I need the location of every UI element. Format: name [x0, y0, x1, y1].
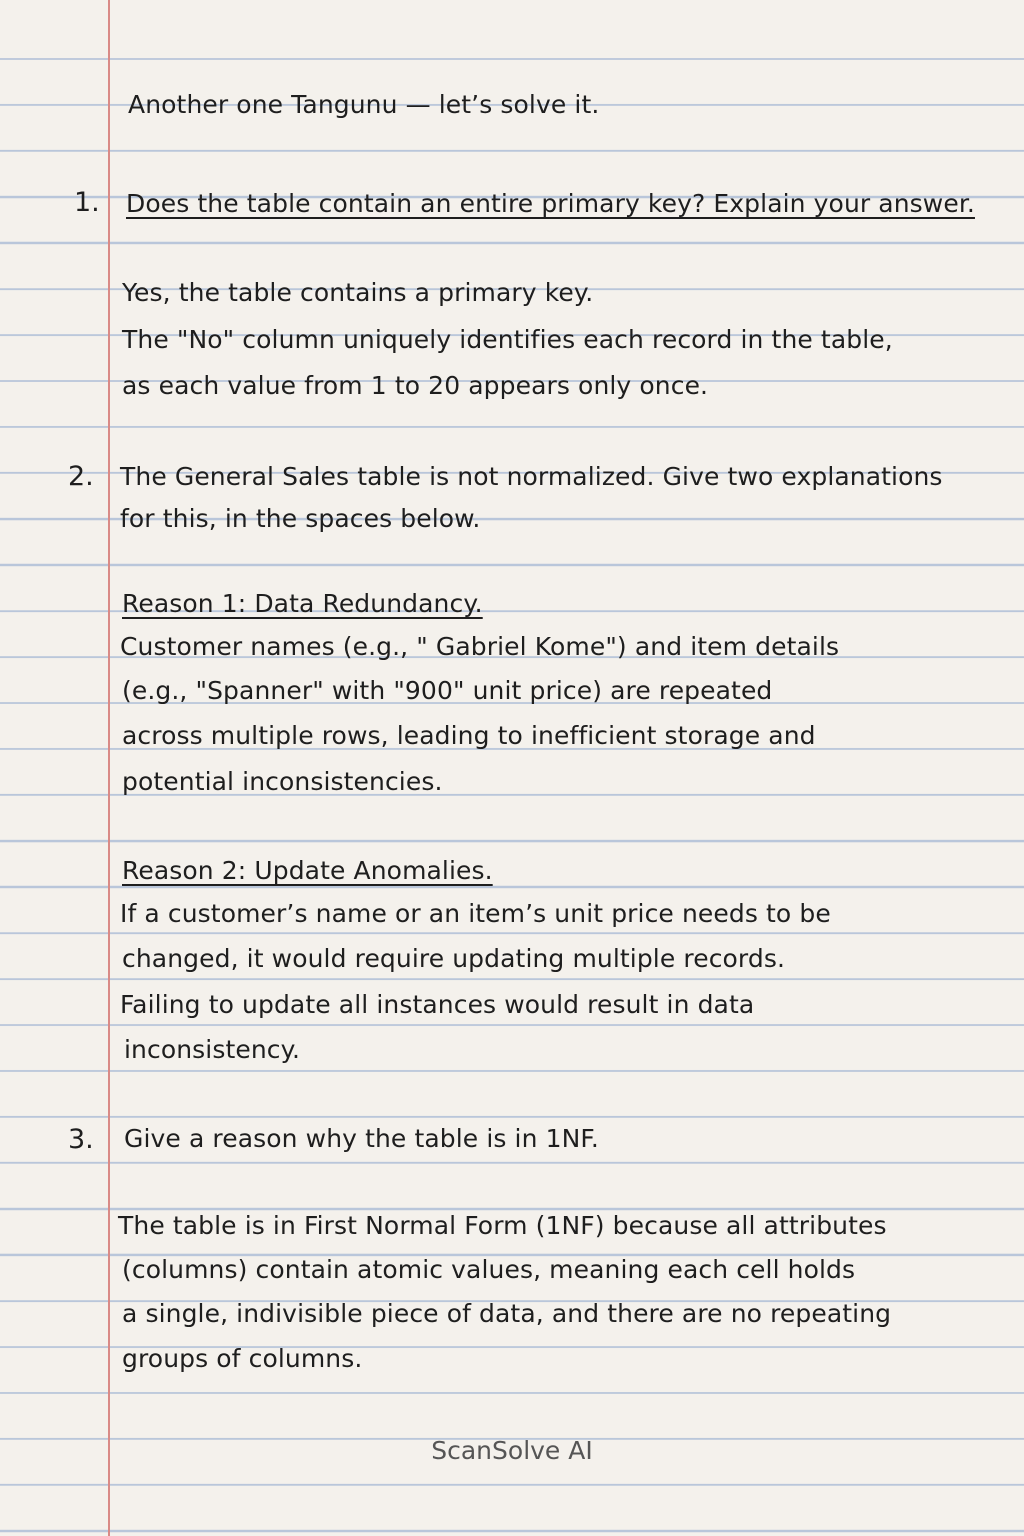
reason-1-line-4: potential inconsistencies. — [122, 767, 443, 796]
reason-2-line-1: If a customer’s name or an item’s unit price needs to be — [120, 899, 831, 928]
question-2-number: 2. — [68, 461, 94, 492]
answer-3-line-1: The table is in First Normal Form (1NF) because all attributes — [118, 1211, 887, 1240]
reason-1-heading: Reason 1: Data Redundancy. — [122, 589, 483, 618]
answer-1-line-2: The "No" column uniquely identifies each record in the table, — [122, 325, 893, 354]
answer-1-line-3: as each value from 1 to 20 appears only once. — [122, 371, 709, 400]
answer-1-line-1: Yes, the table contains a primary key. — [122, 278, 594, 307]
reason-1-line-3: across multiple rows, leading to inefficient storage and — [122, 721, 816, 750]
answer-3-line-2: (columns) contain atomic values, meaning each cell holds — [122, 1255, 856, 1284]
question-3-text: Give a reason why the table is in 1NF. — [124, 1124, 599, 1153]
reason-2-line-2: changed, it would require updating multiple records. — [122, 944, 786, 973]
question-1-text: Does the table contain an entire primary key? Explain your answer. — [126, 189, 975, 218]
reason-2-line-3: Failing to update all instances would result in data — [120, 990, 755, 1019]
reason-1-line-2: (e.g., "Spanner" with "900" unit price) are repeated — [122, 676, 773, 705]
intro-line: Another one Tangunu — let’s solve it. — [128, 90, 600, 119]
reason-2-line-4: inconsistency. — [124, 1035, 301, 1064]
question-1-number: 1. — [74, 187, 100, 218]
question-3-number: 3. — [68, 1124, 94, 1155]
question-2-text-line-1: The General Sales table is not normalized. Give two explanations — [120, 462, 943, 491]
scansolve-footer: ScanSolve AI — [431, 1436, 593, 1465]
answer-3-line-4: groups of columns. — [122, 1344, 363, 1373]
reason-1-line-1: Customer names (e.g., " Gabriel Kome") and item details — [120, 632, 840, 661]
reason-2-heading: Reason 2: Update Anomalies. — [122, 856, 493, 885]
paper-margin-line — [108, 0, 110, 1536]
answer-3-line-3: a single, indivisible piece of data, and there are no repeating — [122, 1299, 892, 1328]
question-2-text-line-2: for this, in the spaces below. — [120, 504, 481, 533]
